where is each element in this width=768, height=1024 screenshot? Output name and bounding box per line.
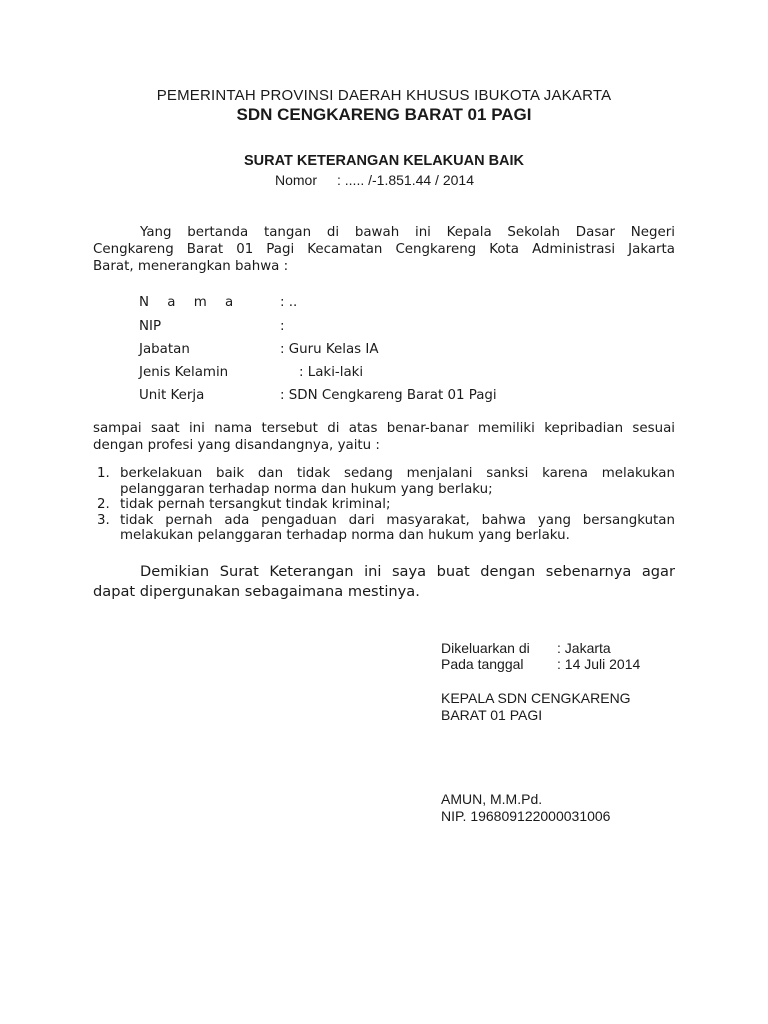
closing-line: dapat dipergunakan sebagaimana mestinya. [93, 583, 420, 600]
list-item-line: tidak pernah tersangkut tindak kriminal; [120, 497, 391, 512]
issued-place-value: : Jakarta [557, 640, 611, 656]
issued-place-label: Dikeluarkan di [441, 640, 530, 656]
issued-date-value: : 14 Juli 2014 [557, 656, 641, 672]
list-number: 3. [97, 512, 110, 528]
list-item [93, 497, 675, 513]
closing-paragraph [93, 562, 675, 602]
issued-date-label: Pada tanggal [441, 656, 524, 672]
field-label-jenis-kelamin: Jenis Kelamin [139, 365, 229, 380]
field-label-unit-kerja: Unit Kerja [139, 388, 205, 403]
signatory-nip: NIP. 196809122000031006 [441, 808, 611, 824]
statement-line: sampai saat ini nama tersebut di atas benar-banar memiliki kepribadian sesuai [93, 421, 675, 436]
list-item-line: pelanggaran terhadap norma dan hukum yang berlaku; [120, 481, 493, 497]
field-value-jenis-kelamin: : Laki-laki [299, 365, 364, 380]
statement-paragraph [93, 420, 675, 454]
number-label: Nomor [275, 172, 318, 188]
intro-line: Yang bertanda tangan di bawah ini Kepala Sekolah Dasar Negeri [140, 225, 675, 240]
number-value: : ..... /-1.851.44 / 2014 [337, 172, 474, 188]
school-name-header: SDN CENGKARENG BARAT 01 PAGI [236, 105, 532, 124]
closing-line: Demikian Surat Keterangan ini saya buat dengan sebenarnya agar [140, 563, 675, 580]
list-number: 2. [97, 497, 110, 512]
list-item-line: berkelakuan baik dan tidak sedang menjalani sanksi karena melakukan [120, 466, 675, 481]
field-value-jabatan: : Guru Kelas IA [280, 342, 379, 357]
field-value-nip: : [280, 319, 285, 334]
list-item-line: tidak pernah ada pengaduan dari masyarakat, bahwa yang bersangkutan [120, 512, 675, 528]
field-value-unit-kerja: : SDN Cengkareng Barat 01 Pagi [280, 388, 497, 403]
statement-line: dengan profesi yang disandangnya, yaitu : [93, 438, 380, 453]
signatory-position: KEPALA SDN CENGKARENG [441, 690, 631, 706]
letter-title: SURAT KETERANGAN KELAKUAN BAIK [243, 153, 525, 169]
intro-line: Cengkareng Barat 01 Pagi Kecamatan Cengkareng Kota Administrasi Jakarta [93, 242, 675, 257]
signatory-name: AMUN, M.M.Pd. [441, 791, 543, 807]
letter-number [275, 172, 474, 188]
list-item-line: melakukan pelanggaran terhadap norma dan hukum yang berlaku. [120, 528, 570, 543]
field-label-nip: NIP [139, 319, 162, 334]
intro-paragraph [93, 224, 675, 275]
government-header: PEMERINTAH PROVINSI DAERAH KHUSUS IBUKOTA JAKARTA [156, 87, 612, 104]
signatory-position-2: BARAT 01 PAGI [441, 707, 543, 723]
conditions-list [93, 466, 675, 544]
field-label-nama: N a m a [139, 295, 241, 310]
list-item [93, 513, 675, 544]
intro-line: Barat, menerangkan bahwa : [93, 259, 289, 274]
field-value-nama: : .. [280, 295, 298, 310]
list-item [93, 466, 675, 497]
field-label-jabatan: Jabatan [139, 342, 190, 357]
list-number: 1. [97, 466, 110, 481]
